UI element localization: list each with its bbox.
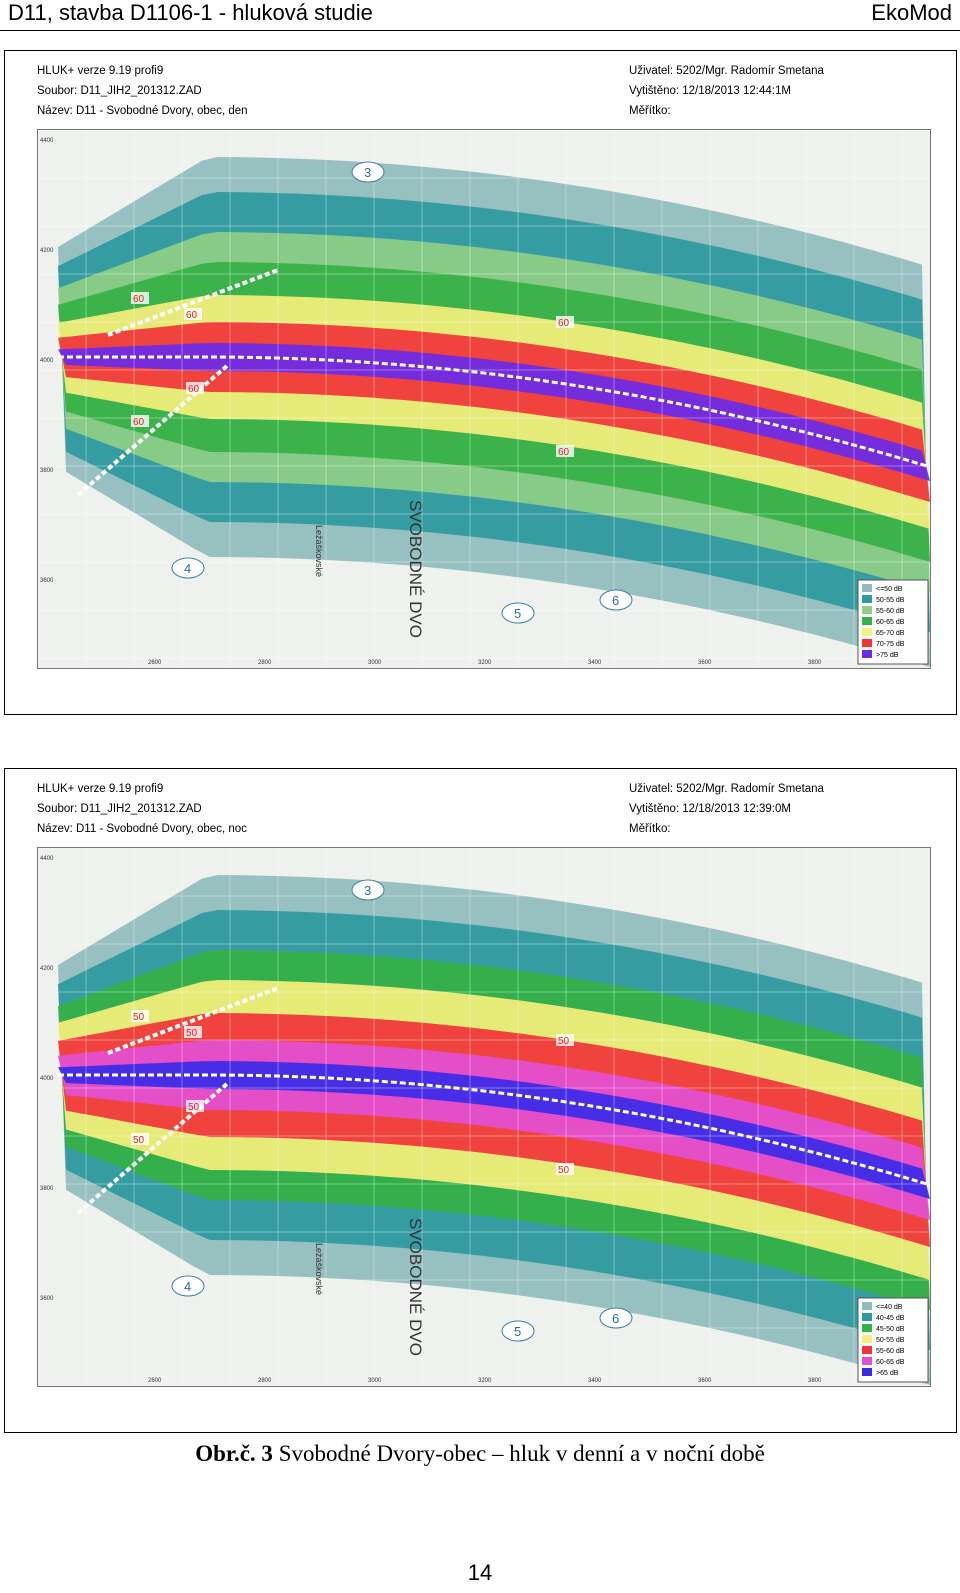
axis-x-label: 2600	[148, 1378, 162, 1384]
axis-y-label: 3600	[40, 578, 54, 584]
isoline-label: 60	[558, 447, 570, 458]
legend-swatch	[862, 650, 872, 658]
isoline-label: 60	[558, 318, 570, 329]
noise-map-day	[4, 50, 957, 715]
legend-swatch	[862, 1368, 872, 1376]
legend-swatch	[862, 1324, 872, 1332]
isoline-label: 50	[133, 1012, 145, 1023]
isoline-label: 60	[186, 310, 198, 321]
axis-y-label: 4400	[40, 138, 54, 144]
header-rule	[0, 30, 960, 31]
legend-label: >75 dB	[876, 652, 899, 659]
legend-swatch	[862, 1346, 872, 1354]
point-number: 3	[364, 165, 372, 180]
legend-label: 40-45 dB	[876, 1315, 905, 1322]
axis-x-label: 3000	[368, 1378, 382, 1384]
file-name: Soubor: D11_JIH2_201312.ZAD	[37, 85, 202, 97]
caption-prefix: Obr.č. 3	[195, 1441, 273, 1466]
figure-caption	[0, 1441, 960, 1467]
legend-label: 55-60 dB	[876, 1348, 905, 1355]
axis-x-label: 3600	[698, 1378, 712, 1384]
legend-label: 60-65 dB	[876, 1359, 905, 1366]
axis-x-label: 3200	[478, 1378, 492, 1384]
axis-x-label: 2600	[148, 660, 162, 666]
software-version: HLUK+ verze 9.19 profi9	[37, 65, 164, 77]
scale-label: Měřítko:	[629, 823, 671, 835]
legend-swatch	[862, 617, 872, 625]
point-number: 3	[364, 883, 372, 898]
page-number: 14	[467, 1560, 493, 1585]
user-name: Uživatel: 5202/Mgr. Radomír Smetana	[629, 65, 824, 77]
axis-x-label: 3800	[808, 660, 822, 666]
street-label: Ležáškovské	[314, 1243, 324, 1296]
place-name-label: SVOBODNÉ DVO	[406, 500, 425, 638]
isoline-label: 50	[133, 1135, 145, 1146]
axis-x-label: 2800	[258, 660, 272, 666]
noise-map-night	[4, 768, 957, 1433]
axis-x-label: 3200	[478, 660, 492, 666]
isoline-label: 60	[133, 294, 145, 305]
map-name: Název: D11 - Svobodné Dvory, obec, den	[37, 105, 248, 117]
map-meta-right	[629, 779, 824, 839]
point-number: 4	[184, 1279, 192, 1294]
legend-swatch	[862, 606, 872, 614]
axis-x-label: 3400	[588, 660, 602, 666]
legend-label: 60-65 dB	[876, 619, 905, 626]
isoline-label: 60	[133, 417, 145, 428]
point-number: 6	[612, 1311, 620, 1326]
legend-label: 70-75 dB	[876, 641, 905, 648]
noise-legend	[858, 1298, 928, 1382]
point-number: 5	[514, 606, 522, 621]
legend-label: 55-60 dB	[876, 608, 905, 615]
file-name: Soubor: D11_JIH2_201312.ZAD	[37, 803, 202, 815]
noise-legend	[858, 580, 928, 664]
page-header-brand: EkoMod	[871, 0, 952, 25]
printed-date: Vytištěno: 12/18/2013 12:44:1M	[629, 85, 791, 97]
axis-y-label: 4000	[40, 358, 54, 364]
map-meta-left	[37, 61, 248, 121]
noise-map-svg	[38, 848, 930, 1386]
software-version: HLUK+ verze 9.19 profi9	[37, 783, 164, 795]
legend-swatch	[862, 1302, 872, 1310]
point-number: 6	[612, 593, 620, 608]
point-number: 5	[514, 1324, 522, 1339]
legend-swatch	[862, 584, 872, 592]
map-meta-right	[629, 61, 824, 121]
isoline-label: 50	[188, 1102, 200, 1113]
legend-label: <=40 dB	[876, 1304, 903, 1311]
map-plot-day	[37, 129, 931, 669]
user-name: Uživatel: 5202/Mgr. Radomír Smetana	[629, 783, 824, 795]
point-number: 4	[184, 561, 192, 576]
isoline-label: 50	[558, 1165, 570, 1176]
isoline-label: 60	[188, 384, 200, 395]
legend-swatch	[862, 1313, 872, 1321]
axis-x-label: 2800	[258, 1378, 272, 1384]
legend-swatch	[862, 595, 872, 603]
axis-y-label: 4400	[40, 856, 54, 862]
legend-label: >65 dB	[876, 1370, 899, 1377]
axis-y-label: 3600	[40, 1296, 54, 1302]
legend-label: 45-50 dB	[876, 1326, 905, 1333]
axis-x-label: 3600	[698, 660, 712, 666]
noise-map-svg	[38, 130, 930, 668]
legend-swatch	[862, 639, 872, 647]
axis-x-label: 3400	[588, 1378, 602, 1384]
isoline-label: 50	[186, 1028, 198, 1039]
axis-x-label: 3000	[368, 660, 382, 666]
isoline-label: 50	[558, 1036, 570, 1047]
caption-text: Svobodné Dvory-obec – hluk v denní a v noční době	[272, 1441, 765, 1466]
legend-swatch	[862, 628, 872, 636]
legend-swatch	[862, 1335, 872, 1343]
legend-swatch	[862, 1357, 872, 1365]
place-name-label: SVOBODNÉ DVO	[406, 1218, 425, 1356]
legend-label: 50-55 dB	[876, 1337, 905, 1344]
printed-date: Vytištěno: 12/18/2013 12:39:0M	[629, 803, 791, 815]
map-name: Název: D11 - Svobodné Dvory, obec, noc	[37, 823, 247, 835]
axis-y-label: 4000	[40, 1076, 54, 1082]
map-meta-left	[37, 779, 247, 839]
map-plot-night	[37, 847, 931, 1387]
axis-x-label: 3800	[808, 1378, 822, 1384]
axis-y-label: 4200	[40, 248, 54, 254]
page-header-title: D11, stavba D1106-1 - hluková studie	[8, 0, 373, 25]
axis-y-label: 3800	[40, 468, 54, 474]
legend-label: <=50 dB	[876, 586, 903, 593]
axis-y-label: 3800	[40, 1186, 54, 1192]
legend-label: 50-55 dB	[876, 597, 905, 604]
axis-y-label: 4200	[40, 966, 54, 972]
street-label: Ležáškovské	[314, 525, 324, 578]
legend-label: 65-70 dB	[876, 630, 905, 637]
scale-label: Měřítko:	[629, 105, 671, 117]
